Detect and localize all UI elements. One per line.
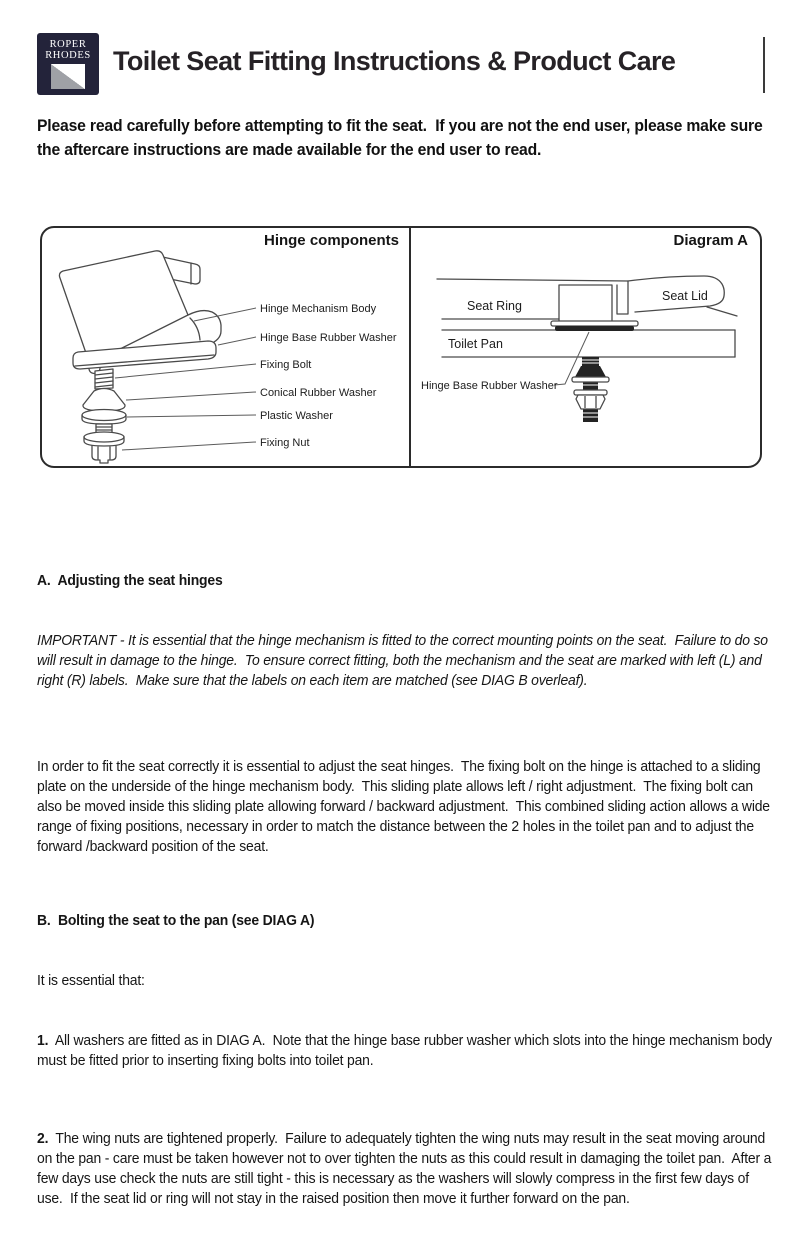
page-title: Toilet Seat Fitting Instructions & Product Care (113, 46, 676, 76)
header-rule (763, 37, 765, 93)
hinge-components-panel (42, 228, 411, 466)
diagram-box (40, 226, 762, 468)
plastic-washer-shape (82, 410, 126, 421)
label-seat-lid: Seat Lid (662, 289, 708, 303)
hinge-base-rubber-washer-shape (555, 326, 634, 331)
intro-paragraph: Please read carefully before attempting to fit the seat. If you are not the end user, please make sure the aftercare instructions are made available for the end user to read. (37, 116, 767, 159)
section-a-body: In order to fit the seat correctly it is essential to adjust the seat hinges. The fixing bolt on the hinge is attached to a sliding plate on the underside of the hinge mechanism body. This sliding plate allows left / right adjustment. The fixing bolt can also be moved inside this sliding plate allowing forward / backward adjustment. This combined sliding action allows a wide range of fixing positions, necessary in order to match the distance between the 2 holes in the toilet pan and to adjust the forward /backward position of the seat. (37, 758, 774, 855)
label-conical-rubber-washer: Conical Rubber Washer (260, 387, 377, 399)
instructions-body (37, 531, 776, 1249)
item2-text: The wing nuts are tightened properly. Failure to adequately tighten the wing nuts may result in the seat moving around on the pan - care must be taken however not to over tighten the nuts as this could result in damaging the toilet pan. After a few days use check the nuts are still tight - this is necessary as the washers will slowly compress in the first few days of use. If the seat lid or ring will not stay in the raised position then move it further forward on the pan. (37, 1130, 775, 1207)
wing-nut-shape (576, 395, 605, 409)
logo-text-line1: ROPER (49, 39, 87, 50)
logo-text-line2: RHODES (45, 50, 91, 61)
section-b-intro: It is essential that: (37, 972, 145, 989)
seat-ring-top-line (437, 279, 628, 281)
section-b-item2 (37, 1129, 776, 1209)
diagram-a-heading: Diagram A (673, 232, 748, 249)
plastic-washer-side (574, 390, 607, 395)
hinge-base-flange-shape (551, 321, 638, 326)
diagram-a-illustration (411, 228, 760, 466)
bolt-thread-lower (583, 409, 598, 422)
label-toilet-pan: Toilet Pan (448, 337, 503, 351)
label-plastic-washer: Plastic Washer (260, 410, 333, 422)
item1-number: 1. (37, 1032, 49, 1049)
hinge-block-shape (559, 285, 612, 322)
item1-text: All washers are fitted as in DIAG A. Note that the hinge base rubber washer which slots into the hinge mechanism body must be fitted prior to inserting fixing bolts into toilet pan. (37, 1032, 776, 1069)
conical-washer-side (575, 366, 606, 377)
bolt-thread-upper (582, 357, 599, 366)
diagram-a-panel (411, 228, 760, 466)
hinge-components-illustration (42, 228, 409, 466)
roper-rhodes-logo-mark-icon (51, 64, 85, 89)
item2-number: 2. (37, 1130, 49, 1147)
label-seat-ring: Seat Ring (467, 299, 522, 313)
hinge-components-heading: Hinge components (263, 232, 399, 249)
label-fixing-bolt: Fixing Bolt (260, 359, 312, 371)
section-a-heading: A. Adjusting the seat hinges (37, 572, 223, 589)
label-hinge-base-rubber-washer-diag-a: Hinge Base Rubber Washer (421, 380, 558, 392)
roper-rhodes-logo (37, 33, 99, 95)
section-b-item1 (37, 1031, 776, 1071)
label-fixing-nut: Fixing Nut (260, 437, 310, 449)
label-hinge-base-rubber-washer: Hinge Base Rubber Washer (260, 332, 397, 344)
section-b-heading: B. Bolting the seat to the pan (see DIAG A) (37, 912, 315, 929)
label-hinge-mechanism-body: Hinge Mechanism Body (260, 303, 377, 315)
section-a-important: IMPORTANT - It is essential that the hinge mechanism is fitted to the correct mounting points on the seat. Failure to do so will result in damage to the hinge. To ensure correct fitting, both the mechanism and the seat are marked with left (L) and right (R) labels. Make sure that the labels on each item are matched (see DIAG B overleaf). (37, 632, 772, 689)
fixing-nut-shape (84, 432, 124, 442)
conical-washer-shape (83, 389, 125, 412)
